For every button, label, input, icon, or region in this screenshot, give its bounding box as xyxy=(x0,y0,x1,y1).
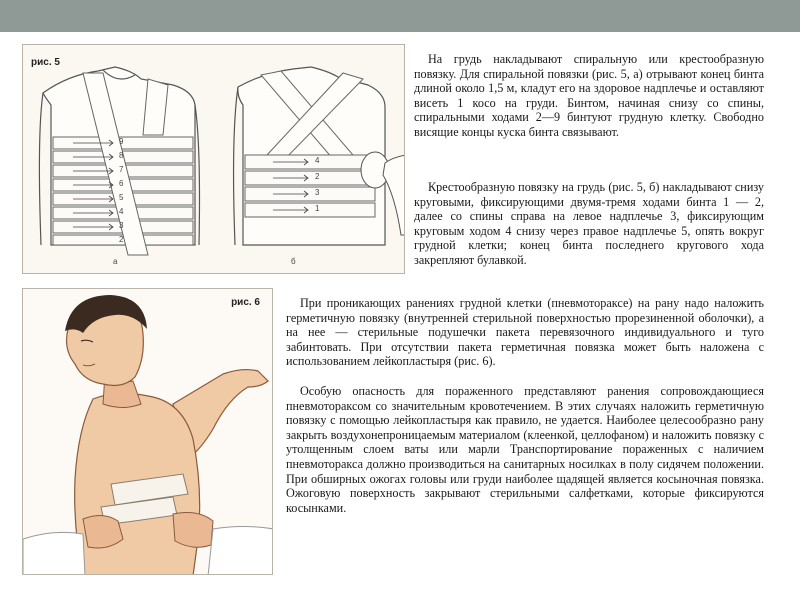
bandage-number: 4 xyxy=(315,156,320,165)
bandage-number: 2 xyxy=(119,235,124,244)
paragraph-special-danger: Особую опасность для пораженного представляют ранения сопровождающиеся пневмотораксом со значительным кровотечением. В этих случаях наложить герметичную повязку с помощью лейкопластыря как правило, не удается. Наиболее целесообразно рану закрыть воздухонепроницаемым материалом (клеенкой, целлофаном) и наложить повязку с утолщенным слоем ваты или марли Транспортирование пораженных с наличием пневмоторакса должно производиться на санитарных носилках в полу сидячем положении. При обширных ожогах головы или груди наиболее щадящей является косыночная повязка. Ожоговую поверхность закрывают стерильными салфетками, которые фиксируются косынками. xyxy=(286,384,764,515)
figure-5-illustration xyxy=(23,45,405,274)
bandage-number: 2 xyxy=(315,172,320,181)
figure-5-sub-label-a: а xyxy=(113,257,118,266)
bandage-number: 3 xyxy=(315,188,320,197)
paragraph-cross-bandage: Крестообразную повязку на грудь (рис. 5, б) накладывают снизу круговыми, фиксирующими двумя-тремя ходами бинта 1 — 2, далее со спины справа на левое надплечье 3, фиксирующим круговым ходом 4 снизу через правое надплечье 5, опять вокруг грудной клетки; конец бинта последнего кругового хода закрепляют булавкой. xyxy=(414,180,764,267)
bandage-number: 1 xyxy=(315,204,320,213)
paragraph-pneumothorax: При проникающих ранениях грудной клетки (пневмотораксе) на рану надо наложить герметичную повязку (внутренней стерильной поверхностью прорезиненной оболочки), а на нее — стерильные подушечки пакета перевязочного индивидуального и туго забинтовать. При отсутствии пакета герметичная повязка может быть наложена с использованием лейкопластыря (рис. 6). xyxy=(286,296,764,369)
paragraph-spiral-bandage: На грудь накладывают спиральную или крестообразную повязку. Для спиральной повязки (рис. 5, а) отрывают конец бинта длиной около 1,5 м, кладут его на здоровое надплечье и оставляют висеть 1 косо на груди. Бинтом, начиная снизу со спины, спиральными ходами 2—9 бинтуют грудную клетку. Свободно висящие концы куска бинта связывают. xyxy=(414,52,764,139)
figure-6-label: рис. 6 xyxy=(231,297,260,308)
figure-5-label: рис. 5 xyxy=(31,57,60,68)
figure-6 xyxy=(22,288,273,575)
bandage-number: 6 xyxy=(119,179,124,188)
figure-5-sub-label-b: б xyxy=(291,257,296,266)
top-bar xyxy=(0,0,800,32)
bandage-number: 5 xyxy=(119,193,124,202)
bandage-number: 3 xyxy=(119,221,124,230)
figure-5 xyxy=(22,44,405,274)
bandage-number: 8 xyxy=(119,151,124,160)
bandage-number: 7 xyxy=(119,165,124,174)
bandage-number: 4 xyxy=(119,207,124,216)
figure-6-illustration xyxy=(23,289,273,575)
bandage-number: 9 xyxy=(119,137,124,146)
